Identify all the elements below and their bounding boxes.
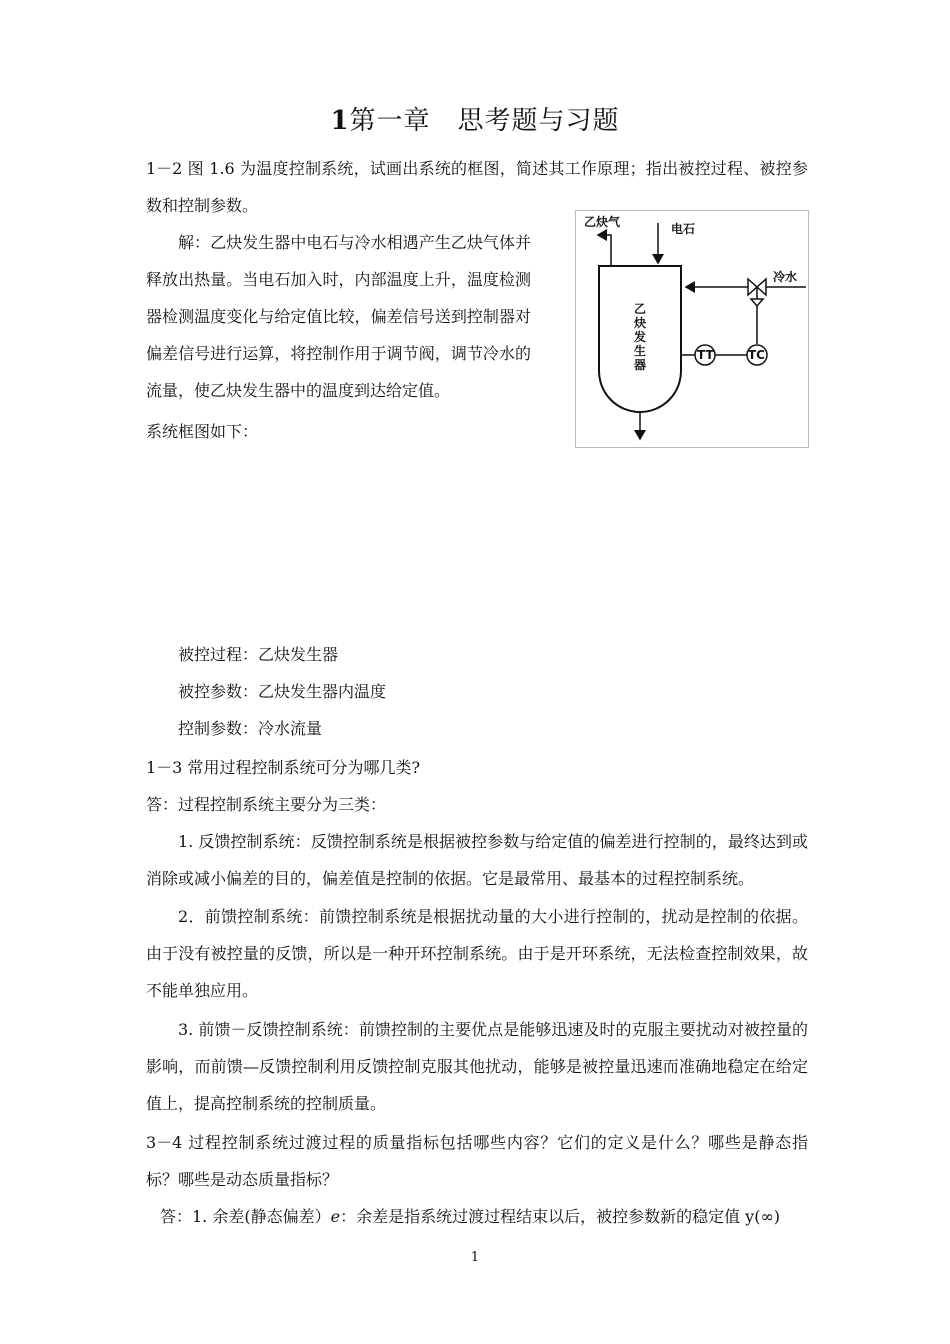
tt-label: TT [697, 348, 714, 362]
vessel-label-2: 炔 [634, 316, 647, 330]
answer-1-3-intro: 答：过程控制系统主要分为三类： [146, 795, 387, 814]
question-3-4: 3－4 过程控制系统过渡过程的质量指标包括哪些内容？它们的定义是什么？哪些是静态指标？哪些是动态质量指标？ [146, 1133, 808, 1189]
vessel-label-4: 生 [634, 344, 647, 358]
answer-3-4-start: 答：1. 余差(静态偏差） [160, 1207, 331, 1226]
question-1-2: 1－2 图 1.6 为温度控制系统，试画出系统的框图，简述其工作原理；指出被控过程、被控参数和控制参数。 [146, 159, 808, 215]
tc-label: TC [748, 348, 765, 362]
controlled-process: 被控过程：乙炔发生器 [178, 645, 339, 664]
answer-3-4-var: e [330, 1207, 341, 1226]
answer-3-4 [146, 1198, 808, 1235]
answer-1-3-item2: 2．前馈控制系统：前馈控制系统是根据扰动量的大小进行控制的，扰动是控制的依据。由于没有被控量的反馈，所以是一种开环控制系统。由于是开环系统，无法检查控制效果，故不能单独应用。 [146, 907, 808, 1000]
gas-out-label: 乙炔气 [584, 215, 621, 229]
vessel-label-5: 器 [634, 358, 647, 372]
chapter-title: 第一章 思考题与习题 [349, 106, 620, 136]
acetylene-generator-diagram [575, 210, 809, 448]
vessel-label-1: 乙 [634, 302, 647, 316]
gas-outlet-pipe [598, 235, 611, 266]
cold-water-label: 冷水 [773, 270, 798, 284]
page-title [0, 100, 950, 137]
controlled-parameter: 被控参数：乙炔发生器内温度 [178, 682, 387, 701]
control-valve-icon [748, 279, 766, 306]
control-parameter: 控制参数：冷水流量 [178, 719, 323, 738]
answer-1-3-item1: 1. 反馈控制系统：反馈控制系统是根据被控参数与给定值的偏差进行控制的，最终达到或消除或减小偏差的目的，偏差值是控制的依据。它是最常用、最基本的过程控制系统。 [146, 832, 808, 888]
block-diagram-label: 系统框图如下： [146, 422, 259, 441]
carbide-in-label: 电石 [671, 222, 696, 236]
answer-1-3-item3: 3. 前馈－反馈控制系统：前馈控制的主要优点是能够迅速及时的克服主要扰动对被控量的影响，而前馈—反馈控制利用反馈控制克服其他扰动，能够是被控量迅速而准确地稳定在给定值上，提高控制系统的控制质量。 [146, 1020, 808, 1113]
question-1-3: 1－3 常用过程控制系统可分为哪几类? [146, 758, 421, 777]
answer-3-4-rest: ：余差是指系统过渡过程结束以后，被控参数新的稳定值 y(∞) [340, 1207, 781, 1226]
page-number: 1 [470, 1250, 480, 1265]
vessel-label-3: 发 [634, 330, 647, 344]
chapter-number: 1 [330, 106, 350, 136]
answer-1-2: 解：乙炔发生器中电石与冷水相遇产生乙炔气体并释放出热量。当电石加入时，内部温度上升，温度检测器检测温度变化与给定值比较，偏差信号送到控制器对偏差信号进行运算，将控制作用于调节阀，调节冷水的流量，使乙炔发生器中的温度到达给定值。 [146, 233, 531, 400]
